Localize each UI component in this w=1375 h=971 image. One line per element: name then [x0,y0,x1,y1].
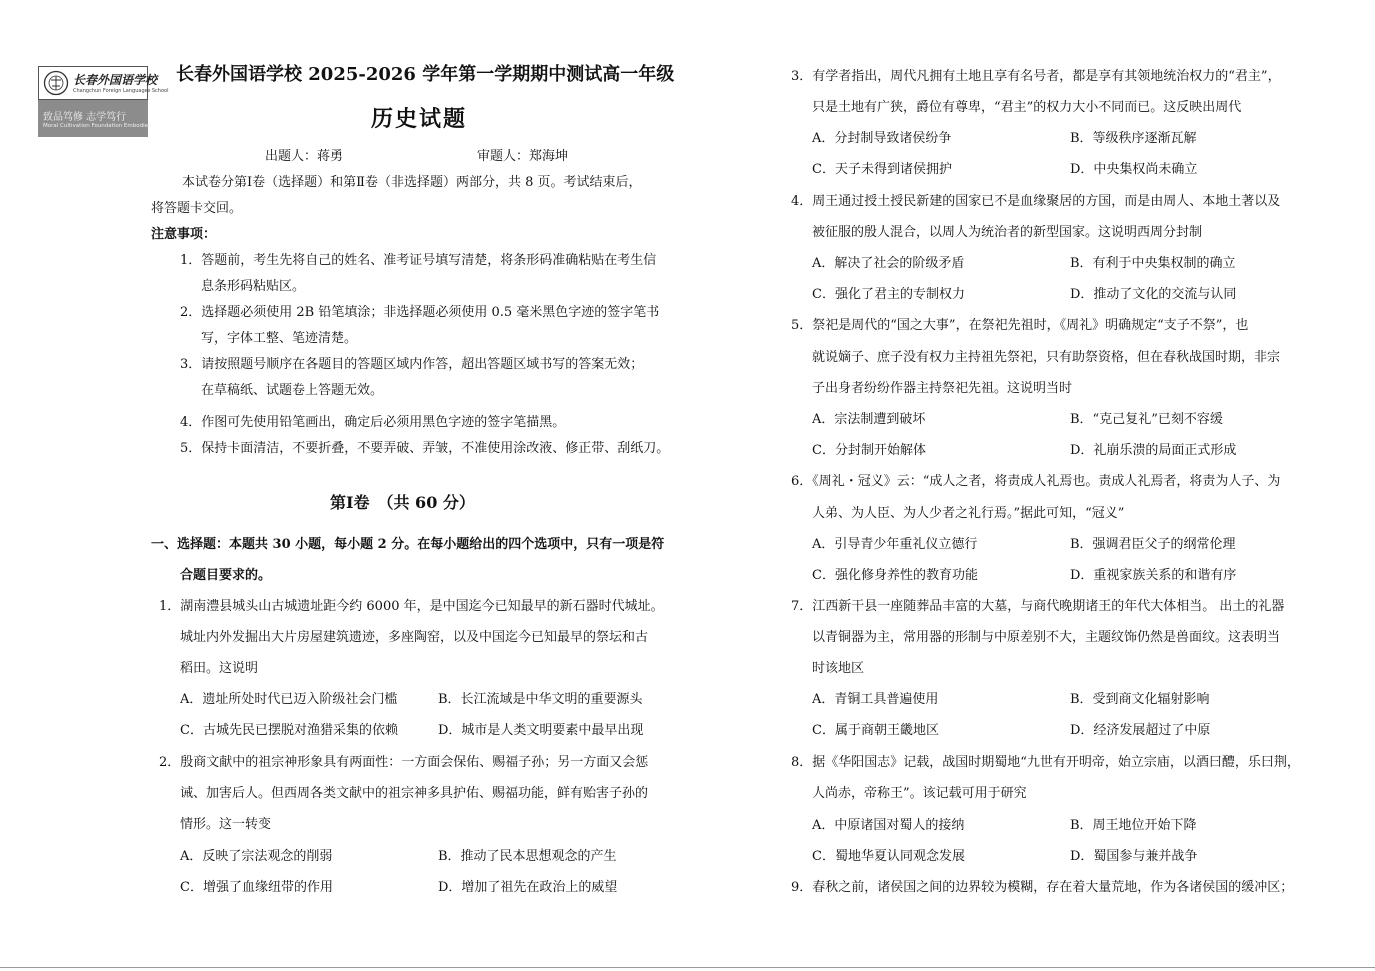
question-stem: 9．春秋之前，诸侯国之间的边界较为模糊，存在着大量荒地，作为各诸侯国的缓冲区； [791,880,1294,895]
question-stem: 人尚赤，帝称王”。该记载可用于研究 [812,786,1027,801]
option-d: D．中央集权尚未确立 [1070,162,1198,177]
option-c: C．蜀地华夏认同观念发展 [812,849,965,864]
option-c: C．天子未得到诸侯拥护 [812,162,952,177]
option-a: A．分封制导致诸侯纷争 [812,131,952,146]
question-stem: 情形。这一转变 [180,817,272,832]
option-a: A．青铜工具普遍使用 [812,692,939,707]
question-stem: 2．殷商文献中的祖宗神形象具有两面性：一方面会保佑、赐福子孙；另一方面又会惩 [159,755,649,770]
school-logo [38,66,169,137]
question-stem: 1．湖南澧县城头山古城遗址距今约 6000 年，是中国迄今已知最早的新石器时代城址。 [159,599,664,614]
option-c: C．分封制开始解体 [812,443,926,458]
note-item: 3．请按照题号顺序在各题目的答题区域内作答，超出答题区域书写的答案无效； [180,357,644,372]
option-b: B．强调君臣父子的纲常伦理 [1070,537,1236,552]
subject-title: 历史试题 [371,106,468,132]
option-d: D．礼崩乐溃的局面正式形成 [1070,443,1237,458]
logo-motto: 致品笃修 志学笃行 [43,112,127,123]
logo-bottom-panel [38,100,152,137]
option-a: A．反映了宗法观念的削弱 [180,849,333,864]
notes-title: 注意事项： [151,227,217,242]
note-item: 2．选择题必须使用 2B 铅笔填涂；非选择题必须使用 0.5 毫米黑色字迹的签字笔书 [180,305,660,320]
option-a: A．遗址所处时代已迈入阶级社会门槛 [180,692,398,707]
question-stem: 城址内外发掘出大片房屋建筑遗迹，多座陶窑，以及中国迄今已知最早的祭坛和古 [180,630,649,645]
question-stem: 以青铜器为主，常用器的形制与中原差别不大，主题纹饰仍然是兽面纹。这表明当 [812,630,1281,645]
logo-motto-en: Moral Cultivation Foundation Embodied [43,123,152,129]
intro-line: 本试卷分第Ⅰ卷（选择题）和第Ⅱ卷（非选择题）两部分，共 8 页。考试结束后， [182,175,642,190]
option-b: B．周王地位开始下降 [1070,818,1197,833]
option-b: B．推动了民本思想观念的产生 [438,849,617,864]
option-d: D．经济发展超过了中原 [1070,723,1211,738]
option-c: C．强化修身养性的教育功能 [812,568,978,583]
option-a: A．引导青少年重礼仪立德行 [812,537,978,552]
option-b: B．等级秩序逐渐瓦解 [1070,131,1197,146]
note-item: 4．作图可先使用铅笔画出，确定后必须用黑色字迹的签字笔描黑。 [180,415,566,430]
question-stem: 被征服的殷人混合，以周人为统治者的新型国家。这说明西周分封制 [812,225,1203,240]
option-d: D．城市是人类文明要素中最早出现 [438,723,644,738]
question-stem: 时该地区 [812,661,865,676]
question-stem: 子出身者纷纷作器主持祭祀先祖。这说明当时 [812,381,1073,396]
question-stem: 3．有学者指出，周代凡拥有土地且享有名号者，都是享有其领地统治权力的“君主”， [791,69,1281,84]
question-stem: 7．江西新干县一座随葬品丰富的大墓，与商代晚期诸王的年代大体相当。 出土的礼器 [791,599,1285,614]
option-c: C．增强了血缘纽带的作用 [180,880,333,895]
option-a: A．中原诸国对蜀人的接纳 [812,818,965,833]
option-d: D．蜀国参与兼并战争 [1070,849,1198,864]
question-stem: 稻田。这说明 [180,661,259,676]
note-item: 1．答题前，考生先将自己的姓名、准考证号填写清楚，将条形码准确粘贴在考生信 [180,253,657,268]
page-bottom-rule [0,967,1375,968]
question-stem: 5．祭祀是周代的“国之大事”，在祭祀先祖时，《周礼》明确规定“支子不祭”，也 [791,318,1249,333]
reviewer: 审题人：郑海坤 [477,149,569,164]
question-stem: 8．据《华阳国志》记载，战国时期蜀地“九世有开明帝，始立宗庙，以酒曰醴，乐曰荆， [791,755,1300,770]
note-item-cont: 息条形码粘贴区。 [201,279,306,294]
school-emblem-icon [43,70,69,96]
question-stem: 诫、加害后人。但西周各类文献中的祖宗神多具护佑、赐福功能，鲜有贻害子孙的 [180,786,649,801]
option-c: C．古城先民已摆脱对渔猎采集的依赖 [180,723,398,738]
question-stem: 就说嫡子、庶子没有权力主持祖先祭祀，只有助祭资格，但在春秋战国时期，非宗 [812,350,1281,365]
question-stem: 4．周王通过授土授民新建的国家已不是血缘聚居的方国，而是由周人、本地土著以及 [791,194,1281,209]
setter: 出题人：蒋勇 [265,149,344,164]
note-item-cont: 写，字体工整、笔迹清楚。 [201,331,358,346]
school-exam-title: 长春外国语学校 2025-2026 学年第一学期期中测试高一年级 [176,64,675,85]
logo-school-name: 长春外国语学校 [73,73,158,87]
question-stem: 人弟、为人臣、为人少者之礼行焉。”据此可知，“冠义” [812,506,1125,521]
logo-top-panel [38,66,169,100]
option-b: B．有利于中央集权制的确立 [1070,256,1236,271]
option-a: A．宗法制遭到破坏 [812,412,926,427]
option-b: B．“克己复礼”已刻不容缓 [1070,412,1223,427]
section-instruction: 一、选择题：本题共 30 小题，每小题 2 分。在每小题给出的四个选项中，只有一项是符 [151,537,665,552]
question-stem: 只是土地有广狭，爵位有尊卑，“君主”的权力大小不同而已。这反映出周代 [812,100,1242,115]
option-b: B．长江流域是中华文明的重要源头 [438,692,643,707]
question-stem: 6．《周礼・冠义》云：“成人之者，将责成人礼焉也。责成人礼焉者，将责为人子、为 [791,474,1281,489]
option-c: C．属于商朝王畿地区 [812,723,939,738]
logo-school-name-en: Changchun Foreign Languages School [73,88,169,94]
option-a: A．解决了社会的阶级矛盾 [812,256,965,271]
intro-line: 将答题卡交回。 [151,201,243,216]
option-c: C．强化了君主的专制权力 [812,287,965,302]
option-b: B．受到商文化辐射影响 [1070,692,1210,707]
option-d: D．重视家族关系的和谐有序 [1070,568,1237,583]
section-instruction-cont: 合题目要求的。 [180,568,272,583]
note-item-cont: 在草稿纸、试题卷上答题无效。 [201,383,384,398]
note-item: 5．保持卡面清洁，不要折叠，不要弄破、弄皱，不准使用涂改液、修正带、刮纸刀。 [180,441,670,456]
option-d: D．增加了祖先在政治上的威望 [438,880,618,895]
option-d: D．推动了文化的交流与认同 [1070,287,1237,302]
section-title: 第Ⅰ卷 （共 60 分） [330,493,475,512]
